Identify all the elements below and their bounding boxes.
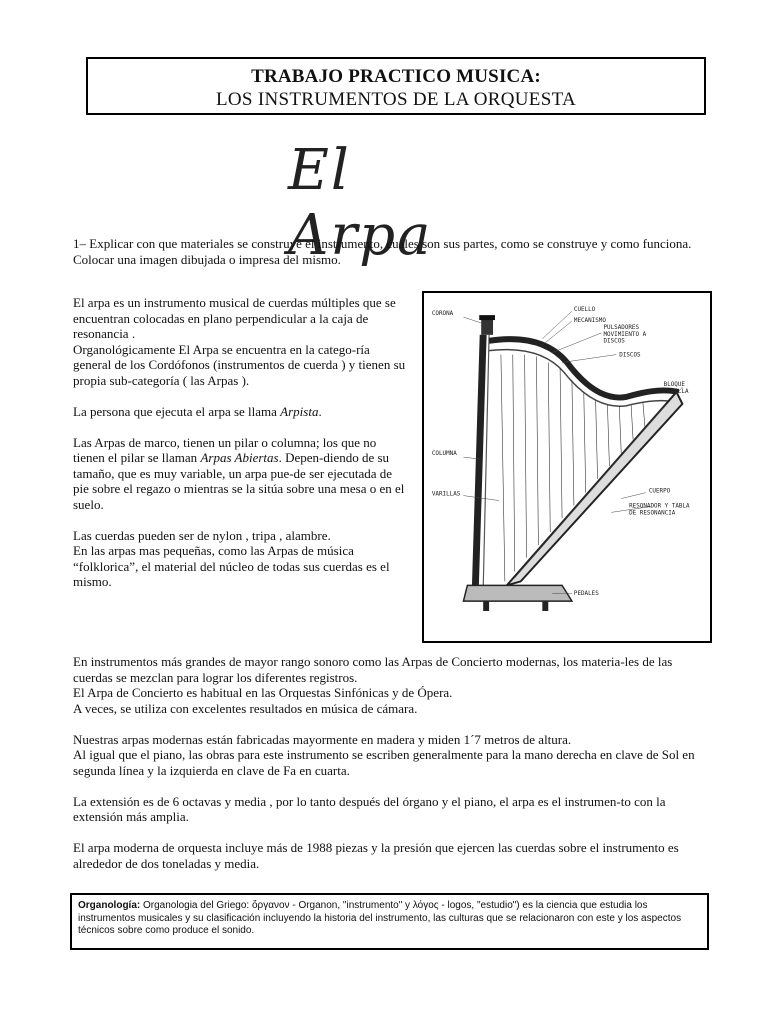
paragraph-arpista [73, 404, 408, 420]
paragraph-piezas: El arpa moderna de orquesta incluye más de 1988 piezas y la presión que ejercen las cuerdas sobre el instrumento es alrededor de dos toneladas y media. [73, 840, 679, 871]
question-text: 1– Explicar con que materiales se construye el instrumento, cuales son sus partes, como se construye y como funciona. Colocar una imagen dibujada o impresa del mismo. [73, 236, 692, 267]
concierto-text: En instrumentos más grandes de mayor rango sonoro como las Arpas de Concierto modernas, los materia-les de las cuerdas se mezclan para lograr los diferentes registros. [73, 654, 673, 685]
paragraph-cuerdas [73, 528, 408, 590]
paragraph-intro [73, 295, 408, 388]
document-title: TRABAJO PRACTICO MUSICA: [251, 66, 541, 87]
label-corona: CORONA [431, 311, 454, 318]
arpista-term: Arpista [280, 403, 319, 419]
paragraph-intro-text: El arpa es un instrumento musical de cuerdas múltiples que se encuentran colocadas en plano perpendicular a la caja de resonancia . [73, 295, 396, 341]
arpas-marco-text-a: Las Arpas de marco, tienen un pilar o columna; los que no tienen el pilar se llaman [73, 434, 377, 465]
harp-diagram [422, 291, 712, 643]
paragraph-organologia: Organológicamente El Arpa se encuentra en la catego-ría general de los Cordófonos (instrumentos de cuerda ) y tienen su propia sub-categoría ( las Arpas ). [73, 341, 406, 388]
title-box [86, 57, 706, 115]
paragraph-modernas [73, 732, 713, 779]
arpas-abiertas-term: Arpas Abiertas [200, 450, 279, 465]
label-bloque-1: BLOQUE [663, 382, 685, 389]
concierto-camara: A veces, se utiliza con excelentes resultados en música de cámara. [73, 700, 418, 716]
label-varillas: VARILLAS [431, 491, 461, 498]
organologia-text: Organologia del Griego: ὄργανον - Organon, "instrumento" y λόγος - logos, "estudio") es la ciencia que estudia los instrumentos musicales y su clasificación incluyendo la historia del instrumento, las culturas que se relacionaron con este y los aspectos técnicos sobre como produce el sonido. [78, 900, 682, 936]
cuerdas-folklorica: En las arpas mas pequeñas, como las Arpas de música “folklorica”, el material del núcleo de todas sus cuerdas es el mismo. [73, 543, 390, 589]
arpista-text: La persona que ejecuta el arpa se llama [73, 403, 281, 419]
label-resonador-2: DE RESONANCIA [629, 510, 676, 517]
label-pulsadores-1: PULSADORES [603, 324, 640, 331]
paragraph-concierto [73, 654, 713, 716]
label-cuerpo: CUERPO [648, 488, 671, 495]
label-columna: COLUMNA [431, 451, 457, 458]
label-pulsadores-2: MOVIMIENTO A [603, 331, 647, 338]
body-text [73, 654, 713, 887]
label-resonador-1: RESONADOR Y TABLA [629, 503, 690, 510]
script-title: El Arpa [288, 138, 433, 268]
label-pedales: PEDALES [573, 591, 599, 598]
label-discos: DISCOS [619, 352, 641, 359]
arpas-marco-text-b: . Depen-diendo de su tamaño, que es muy variable, un arpa pue-de ser ejecutada de pie sobre el regazo o mientras se la sitúa sobre una mesa o en el suelo. [73, 450, 405, 512]
harp-illustration [424, 293, 710, 641]
paragraph-arpas-marco [73, 435, 408, 513]
label-bloque-2: RODILLA [663, 389, 689, 396]
label-pulsadores-3: DISCOS [603, 338, 625, 345]
document-subtitle: LOS INSTRUMENTOS DE LA ORQUESTA [215, 89, 576, 110]
modernas-clave: Al igual que el piano, las obras para este instrumento se escriben generalmente para la mano derecha en clave de Sol en segunda línea y la izquierda en clave de Fa en cuarta. [73, 747, 695, 778]
paragraph-extension: La extensión es de 6 octavas y media , por lo tanto después del órgano y el piano, el arpa es el instrumen-to con la extensión más amplia. [73, 793, 666, 824]
label-cuello: CUELLO [573, 307, 596, 314]
label-mecanismo: MECANISMO [573, 318, 606, 325]
modernas-text: Nuestras arpas modernas están fabricadas mayormente en madera y miden 1´7 metros de altura. [73, 731, 572, 747]
concierto-orquestas: El Arpa de Concierto es habitual en las Orquestas Sinfónicas y de Ópera. [73, 685, 453, 700]
organologia-label: Organología: [78, 900, 141, 911]
organologia-note [70, 893, 709, 950]
arpista-end: . [318, 403, 322, 419]
cuerdas-materials: Las cuerdas pueden ser de nylon , tripa , alambre. [73, 527, 331, 543]
left-column [73, 295, 408, 605]
